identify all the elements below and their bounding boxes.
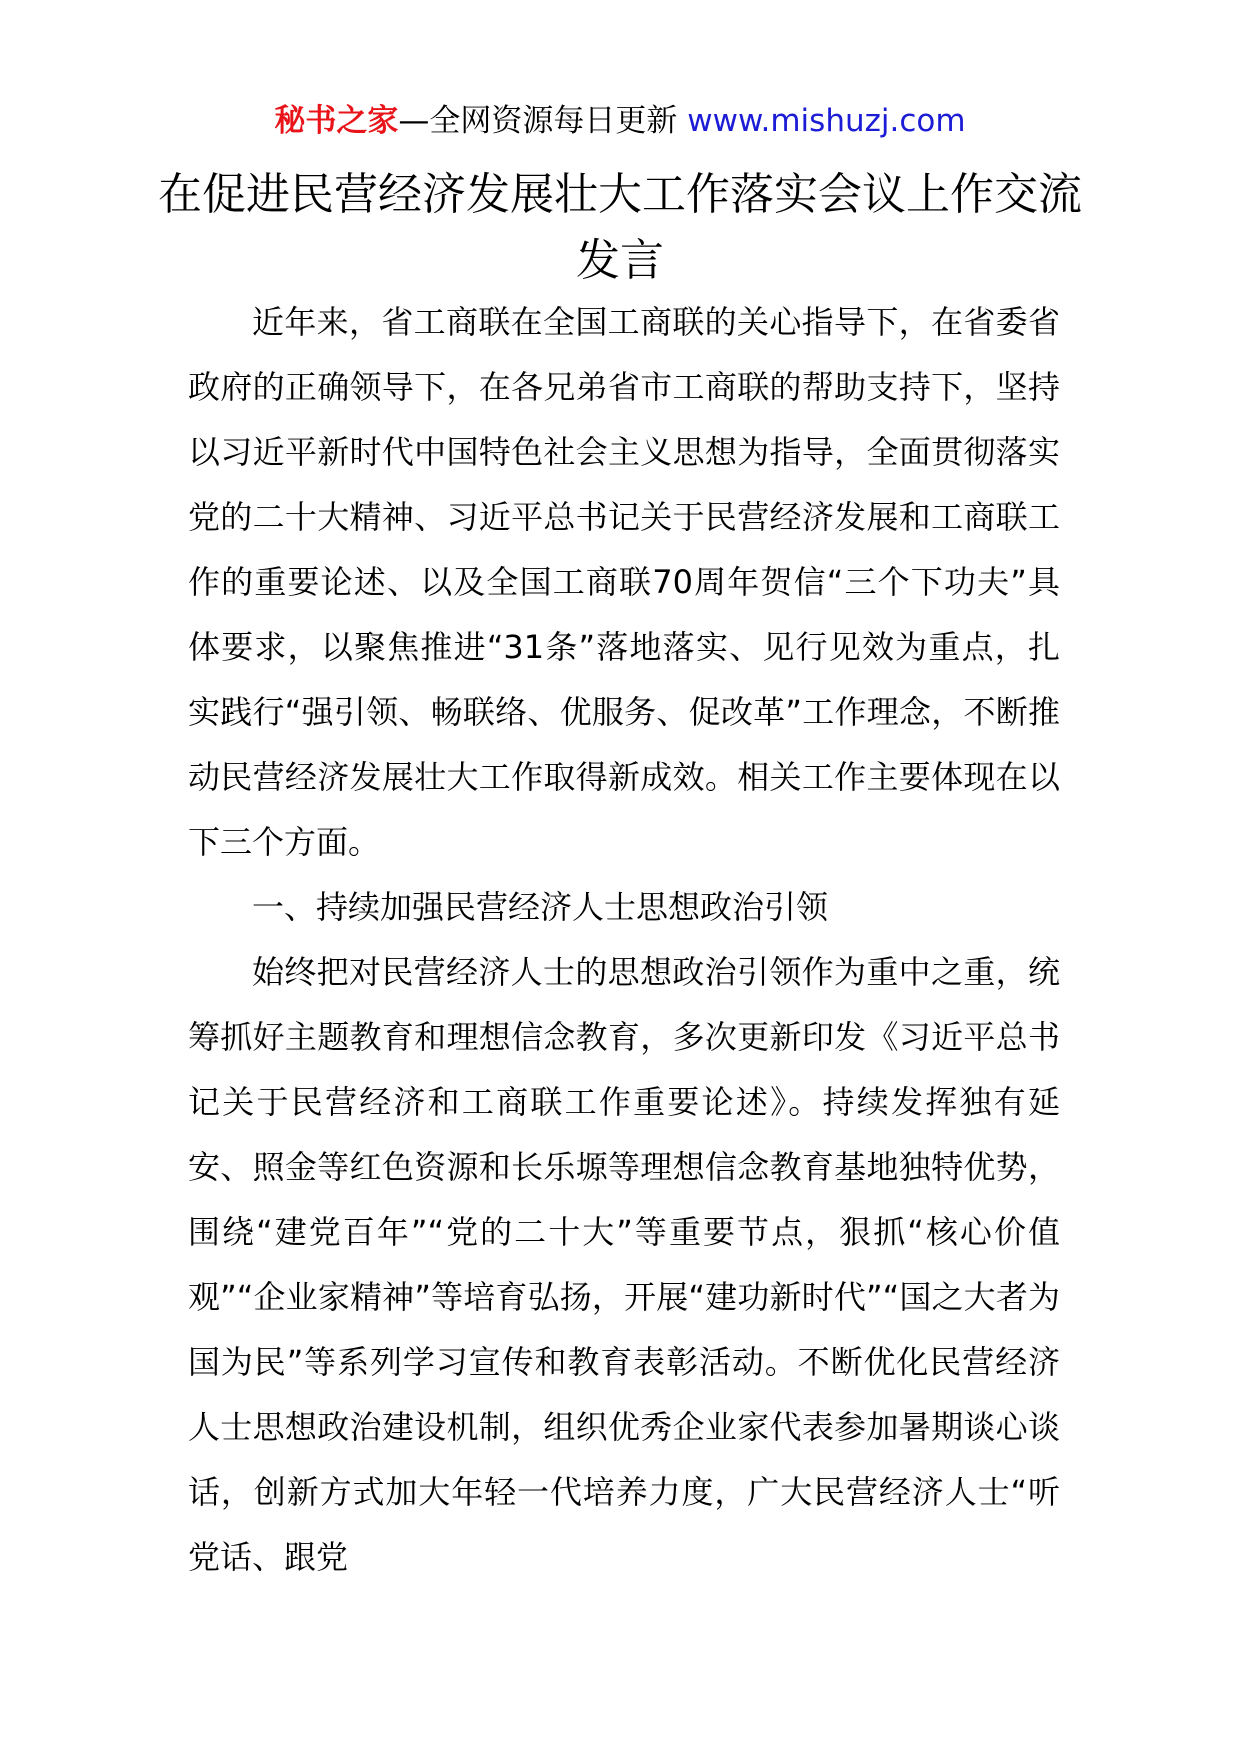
paragraph-section-1: 始终把对民营经济人士的思想政治引领作为重中之重，统筹抓好主题教育和理想信念教育，多次更新印发《习近平总书记关于民营经济和工商联工作重要论述》。持续发挥独有延安、照金等红色资源和长乐塬等理想信念教育基地独特优势，围绕“建党百年”“党的二十大”等重要节点，狠抓“核心价值观”“企业家精神”等培育弘扬，开展“建功新时代”“国之大者为国为民”等系列学习宣传和教育表彰活动。不断优化民营经济人士思想政治建设机制，组织优秀企业家代表参加暑期谈心谈话，创新方式加大年轻一代培养力度，广大民营经济人士“听党话、跟党 [188, 953, 1060, 1576]
section-heading-1: 一、持续加强民营经济人士思想政治引领 [252, 888, 829, 926]
brand-name: 秘书之家 [274, 103, 399, 139]
document-body [188, 290, 1060, 1590]
website-link[interactable]: www.mishuzj.com [687, 103, 966, 139]
site-header [0, 100, 1240, 142]
paragraph-intro: 近年来，省工商联在全国工商联的关心指导下，在省委省政府的正确领导下，在各兄弟省市工商联的帮助支持下，坚持以习近平新时代中国特色社会主义思想为指导，全面贯彻落实党的二十大精神、习近平总书记关于民营经济发展和工商联工作的重要论述、以及全国工商联70周年贺信“三个下功夫”具体要求，以聚焦推进“31条”落地落实、见行见效为重点，扎实践行“强引领、畅联络、优服务、促改革”工作理念，不断推动民营经济发展壮大工作取得新成效。相关工作主要体现在以下三个方面。 [188, 303, 1060, 861]
document-title: 在促进民营经济发展壮大工作落实会议上作交流发言 [158, 169, 1082, 286]
header-tagline: —全网资源每日更新 [398, 103, 688, 139]
